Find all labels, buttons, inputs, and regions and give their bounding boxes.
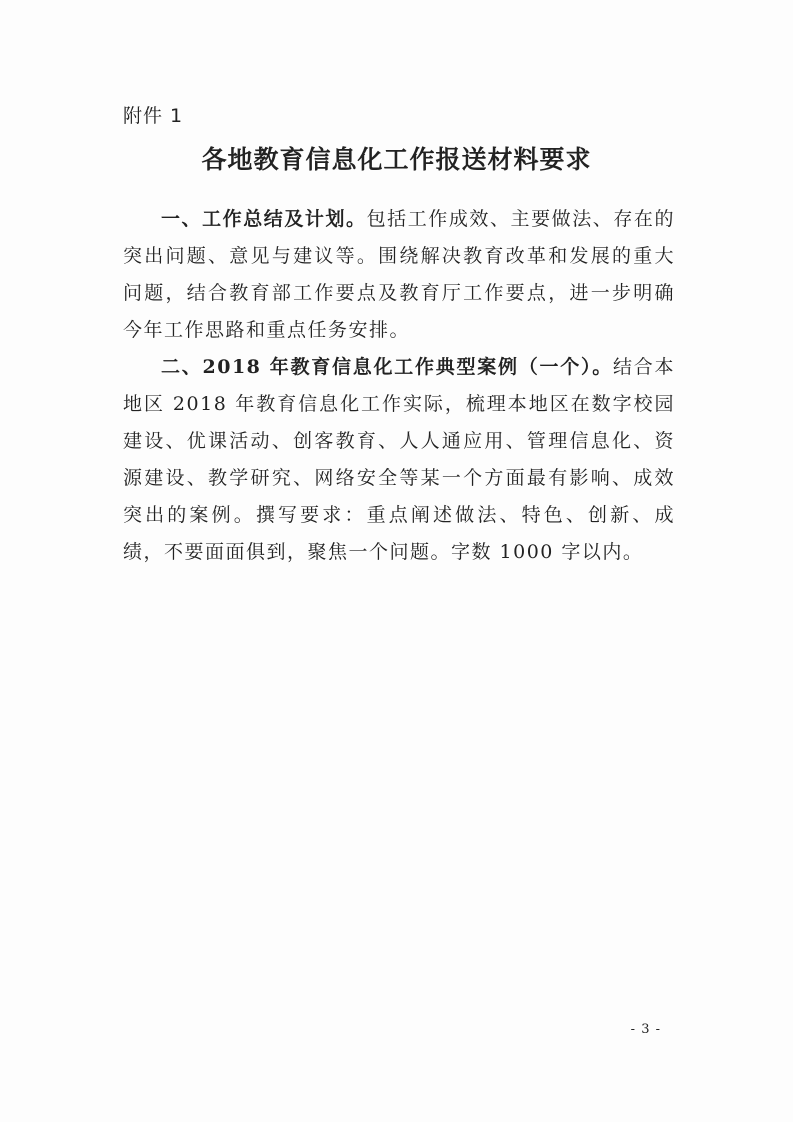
section-paragraph-2 <box>123 349 675 571</box>
section-paragraph-1 <box>123 201 675 349</box>
section-body-1: 包括工作成效、主要做法、存在的突出问题、意见与建议等。围绕解决教育改革和发展的重大问题，结合教育部工作要点及教育厅工作要点，进一步明确今年工作思路和重点任务安排。 <box>123 208 675 341</box>
attachment-label: 附件 1 <box>123 105 184 127</box>
page-number: - 3 - <box>630 1022 661 1037</box>
section-heading-1: 一、工作总结及计划。 <box>161 208 367 230</box>
section-body-2: 结合本地区 2018 年教育信息化工作实际，梳理本地区在数字校园建设、优课活动、创客教育、人人通应用、管理信息化、资源建设、教学研究、网络安全等某一个方面最有影响、成效突出的案例。撰写要求：重点阐述做法、特色、创新、成绩，不要面面俱到，聚焦一个问题。字数 1000 字以内。 <box>123 356 675 563</box>
document-body <box>123 201 675 571</box>
section-heading-2: 二、2018 年教育信息化工作典型案例（一个）。 <box>161 356 613 378</box>
document-title: 各地教育信息化工作报送材料要求 <box>201 145 592 174</box>
